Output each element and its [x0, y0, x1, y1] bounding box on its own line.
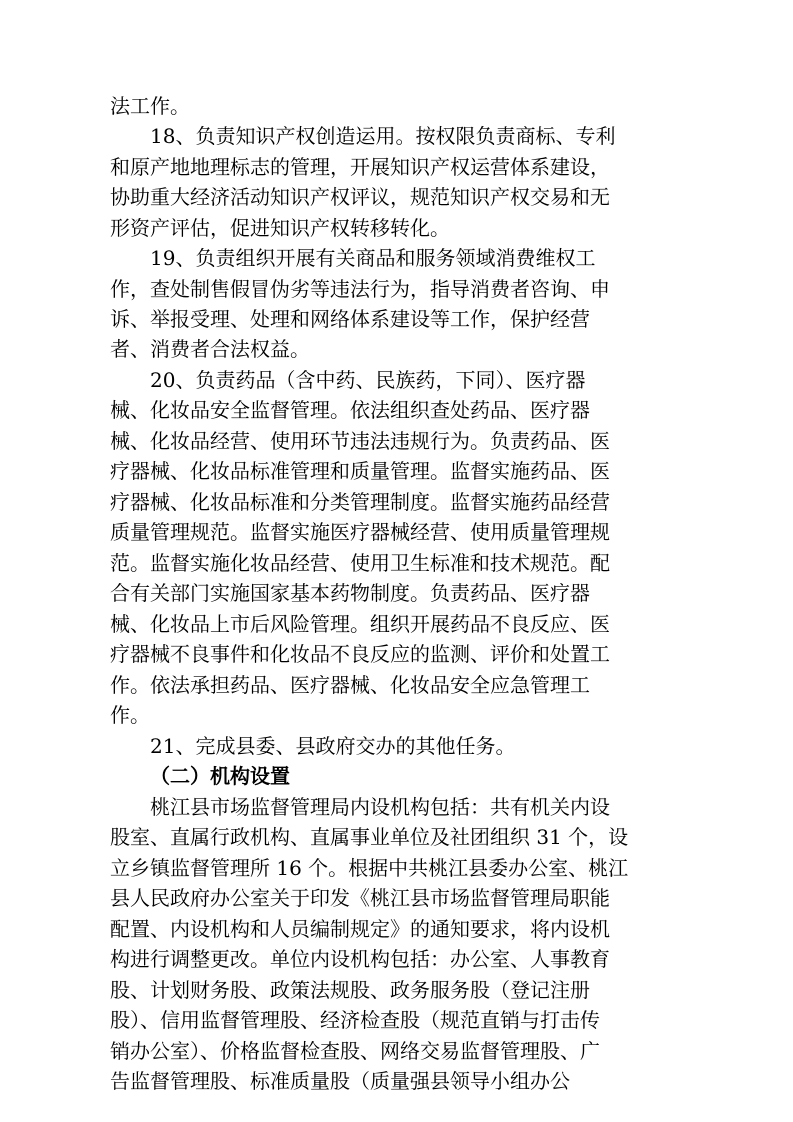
text-line: 销办公室）、价格监督检查股、网络交易监督管理股、广 [110, 1039, 600, 1063]
text-line: 诉、举报受理、处理和网络体系建设等工作，保护经营 [110, 307, 590, 331]
text-line: 协助重大经济活动知识产权评议，规范知识产权交易和无 [110, 185, 610, 209]
text-line: 18、负责知识产权创造运用。按权限负责商标、专利 [150, 124, 616, 148]
text-line: 股室、直属行政机构、直属事业单位及社团组织 31 个，设 [110, 825, 629, 849]
text-line: 20、负责药品（含中药、民族药，下同）、医疗器 [150, 368, 586, 392]
text-line: 配置、内设机构和人员编制规定》的通知要求，将内设机 [110, 917, 610, 941]
text-line: 疗器械、化妆品标准管理和质量管理。监督实施药品、医 [110, 459, 610, 483]
text-line: 19、负责组织开展有关商品和服务领域消费维权工 [150, 246, 596, 270]
text-line: 合有关部门实施国家基本药物制度。负责药品、医疗器 [110, 581, 590, 605]
text-line: 告监督管理股、标准质量股（质量强县领导小组办公 [110, 1069, 570, 1093]
text-line: 股、计划财务股、政策法规股、政务服务股（登记注册 [110, 978, 590, 1002]
text-line: 械、化妆品安全监督管理。依法组织查处药品、医疗器 [110, 398, 590, 422]
text-line: 疗器械不良事件和化妆品不良反应的监测、评价和处置工 [110, 642, 610, 666]
text-line: 作，查处制售假冒伪劣等违法行为，指导消费者咨询、申 [110, 277, 610, 301]
text-line: 桃江县市场监督管理局内设机构包括：共有机关内设 [150, 795, 610, 819]
text-line: 作。依法承担药品、医疗器械、化妆品安全应急管理工 [110, 673, 590, 697]
text-line: 构进行调整更改。单位内设机构包括：办公室、人事教育 [110, 947, 610, 971]
text-line: 质量管理规范。监督实施医疗器械经营、使用质量管理规 [110, 520, 610, 544]
text-line: 者、消费者合法权益。 [110, 337, 310, 361]
text-line: 股）、信用监督管理股、经济检查股（规范直销与打击传 [110, 1008, 600, 1032]
text-line: 21、完成县委、县政府交办的其他任务。 [150, 734, 516, 758]
text-line: 和原产地地理标志的管理，开展知识产权运营体系建设， [110, 155, 610, 179]
text-line: 形资产评估，促进知识产权转移转化。 [110, 216, 450, 240]
text-line: 作。 [110, 703, 150, 727]
text-line: 县人民政府办公室关于印发《桃江县市场监督管理局职能 [110, 886, 610, 910]
text-line: 立乡镇监督管理所 16 个。根据中共桃江县委办公室、桃江 [110, 856, 629, 880]
text-line: 械、化妆品经营、使用环节违法违规行为。负责药品、医 [110, 429, 610, 453]
text-line: 法工作。 [110, 94, 190, 118]
text-line: 疗器械、化妆品标准和分类管理制度。监督实施药品经营 [110, 490, 610, 514]
section-heading: （二）机构设置 [150, 764, 290, 788]
text-line: 范。监督实施化妆品经营、使用卫生标准和技术规范。配 [110, 551, 610, 575]
text-line: 械、化妆品上市后风险管理。组织开展药品不良反应、医 [110, 612, 610, 636]
